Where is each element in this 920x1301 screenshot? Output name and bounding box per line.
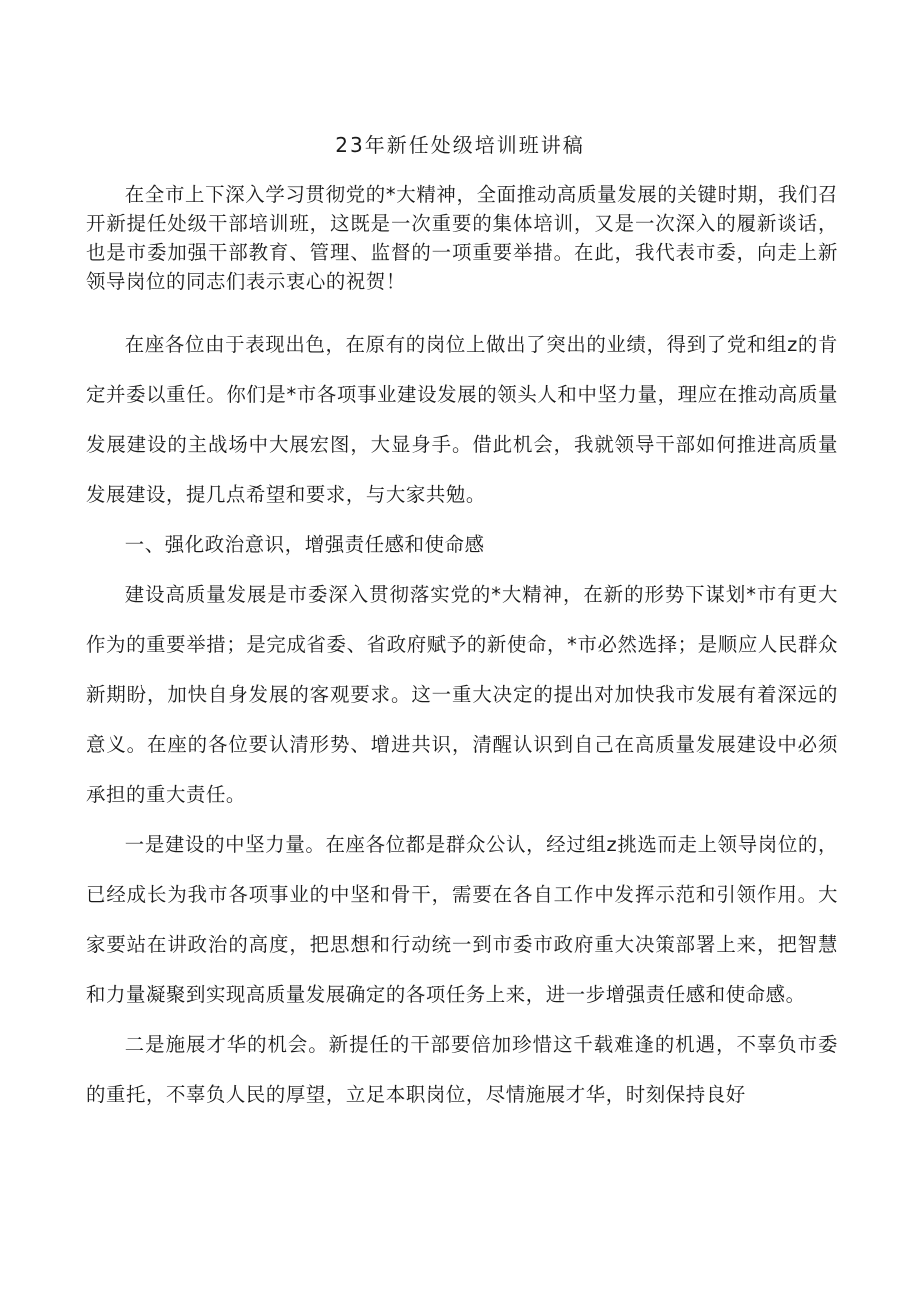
paragraph-opening: 在全市上下深入学习贯彻党的*大精神，全面推动高质量发展的关键时期，我们召开新提任处级干部培训班，这既是一次重要的集体培训，又是一次深入的履新谈话，也是市委加强干部教育、管理、监督的一项重要举措。在此，我代表市委，向走上新领导岗位的同志们表示衷心的祝贺！ [86,183,838,293]
paragraph-expectations: 在座各位由于表现出色，在原有的岗位上做出了突出的业绩，得到了党和组z的肯定并委以重任。你们是*市各项事业建设发展的领头人和中坚力量，理应在推动高质量发展建设的主战场中大展宏图，大显身手。借此机会，我就领导干部如何推进高质量发展建设，提几点希望和要求，与大家共勉。 [86,333,838,506]
section-heading-1: 一、强化政治意识，增强责任感和使命感 [124,533,485,556]
paragraph-section-1: 建设高质量发展是市委深入贯彻落实党的*大精神，在新的形势下谋划*市有更大作为的重要举措；是完成省委、省政府赋予的新使命，*市必然选择；是顺应人民群众新期盼，加快自身发展的客观要求。这一重大决定的提出对加快我市发展有着深远的意义。在座的各位要认清形势、增进共识，清醒认识到自己在高质量发展建设中必须承担的重大责任。 [86,583,838,806]
paragraph-point-2: 二是施展才华的机会。新提任的干部要倍加珍惜这千载难逢的机遇，不辜负市委的重托，不辜负人民的厚望，立足本职岗位，尽情施展才华，时刻保持良好 [86,1033,838,1106]
document-body [86,180,838,1120]
document-title: 23年新任处级培训班讲稿 [335,133,585,157]
paragraph-point-1: 一是建设的中坚力量。在座各位都是群众公认，经过组z挑选而走上领导岗位的，已经成长为我市各项事业的中坚和骨干，需要在各自工作中发挥示范和引领作用。大家要站在讲政治的高度，把思想和行动统一到市委市政府重大决策部署上来，把智慧和力量凝聚到实现高质量发展确定的各项任务上来，进一步增强责任感和使命感。 [86,833,838,1006]
